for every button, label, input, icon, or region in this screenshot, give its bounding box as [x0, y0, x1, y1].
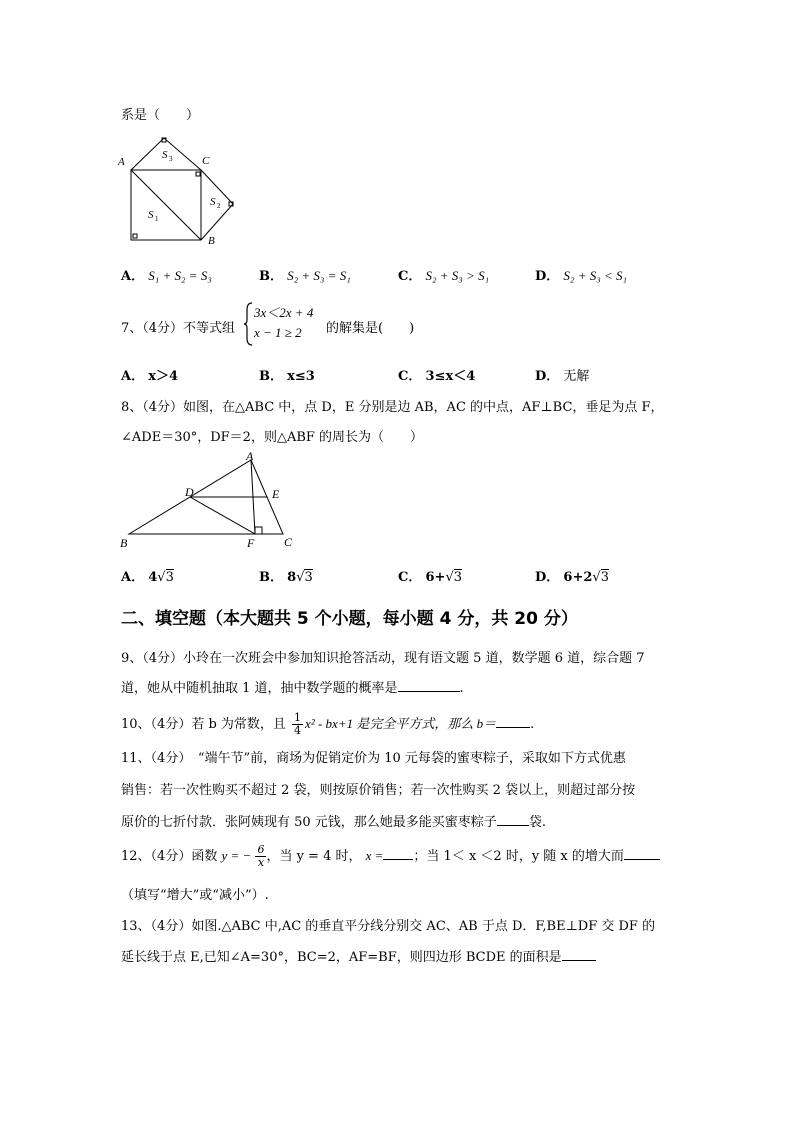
q8-option-b[interactable]: B． 8√3 — [259, 570, 313, 585]
q6-figure — [110, 130, 250, 250]
label-S3: S — [162, 149, 168, 161]
q8-line-1: 8、（4分）如图，在△ABC 中，点 D，E 分别是边 AB，AC 的中点，AF⊥BC，垂足为点 F， — [121, 400, 664, 415]
label-F: F — [247, 536, 255, 550]
q13-line-1: 13、（4分）如图.△ABC 中,AC 的垂直平分线分别交 AC、AB 于点 D．F,BE⊥DF 交 DF 的 — [121, 919, 656, 934]
q8-figure — [115, 450, 305, 550]
q7-option-d[interactable]: D． 无解 — [535, 369, 590, 384]
label-A: A — [118, 156, 125, 168]
q10-line: 10、（4分）若 b 为常数，且 $\frac{1}{4}$ x² - bx+1 是完全平方式，那么 b＝ . — [121, 711, 535, 737]
label-B: B — [120, 536, 128, 550]
q7-ineq-2: x − 1 ≥ 2 — [254, 325, 302, 340]
q7-option-b[interactable]: B． x≤3 — [259, 369, 315, 384]
q6-tail: 系是（ ） — [121, 108, 200, 123]
q12-answer-blank-2[interactable] — [624, 847, 660, 860]
right-angle-mark — [255, 527, 262, 534]
label-S3-sub: 3 — [169, 155, 173, 163]
q12-line-2: （填写“增大”或“减小”）. — [121, 888, 269, 903]
q12-answer-blank-1[interactable] — [383, 847, 413, 860]
q10-answer-blank[interactable] — [496, 715, 530, 728]
label-E: E — [272, 487, 280, 501]
q6-option-c[interactable]: C． S₂ + S₃ > S₁ — [398, 268, 490, 284]
label-S1-sub: 1 — [155, 215, 159, 223]
right-angle-mark — [133, 234, 137, 238]
q11-line-1: 11、（4分） “端午节”前，商场为促销定价为 10 元每袋的蜜枣粽子，采取如下方式优惠 — [121, 751, 626, 766]
q13-answer-blank[interactable] — [562, 948, 596, 961]
q6-option-a[interactable]: A． S₁ + S₂ = S₃ — [121, 268, 212, 284]
q8-option-c[interactable]: C． 6+√3 — [398, 570, 463, 585]
q7-suffix: 的解集是( ) — [326, 321, 415, 336]
q10-fraction: $\frac{1}{4}$ — [294, 711, 302, 737]
q7-option-c[interactable]: C． 3≤x＜4 — [398, 369, 476, 384]
label-S1: S — [148, 209, 154, 221]
q9-answer-blank[interactable] — [398, 679, 460, 692]
q12-line-1: 12、（4分）函数 y = − $\frac{6}{x}$ ，当 y = 4 时， x = ；当 1＜ x ＜2 时，y 随 x 的增大而 — [121, 844, 660, 869]
label-S2: S — [210, 196, 216, 208]
diagonal — [131, 170, 201, 240]
q7-ineq-1: 3x＜2x + 4 — [254, 305, 314, 320]
q8-line-2: ∠ADE＝30°，DF＝2，则△ABF 的周长为（ ） — [121, 430, 424, 445]
q6-option-d[interactable]: D． S₂ + S₃ < S₁ — [535, 268, 628, 284]
label-D: D — [185, 485, 194, 499]
q7-prefix: 7、（4分）不等式组 — [121, 321, 236, 336]
label-A: A — [246, 450, 254, 463]
q11-line-2: 销售：若一次性购买不超过 2 袋，则按原价销售；若一次性购买 2 袋以上，则超过部分按 — [121, 783, 636, 798]
q7-brace — [244, 302, 254, 346]
q11-line-3: 原价的七折付款．张阿姨现有 50 元钱，那么她最多能买蜜枣粽子 袋. — [121, 815, 546, 830]
segment-df — [190, 497, 255, 534]
label-C: C — [284, 535, 293, 549]
q9-line-1: 9、（4分）小玲在一次班会中参加知识抢答活动，现有语文题 5 道，数学题 6 道，综合题 7 — [121, 651, 645, 666]
q8-option-d[interactable]: D． 6+2√3 — [535, 570, 609, 585]
q9-line-2: 道，她从中随机抽取 1 道，抽中数学题的概率是 . — [121, 681, 464, 696]
label-C: C — [202, 155, 210, 167]
q13-line-2: 延长线于点 E,已知∠A=30°，BC=2，AF=BF，则四边形 BCDE 的面积是 — [121, 946, 596, 965]
q6-option-b[interactable]: B． S₂ + S₃ = S₁ — [259, 268, 351, 284]
q12-fraction: $\frac{6}{x}$ — [257, 843, 265, 869]
q7-option-a[interactable]: A． x＞4 — [121, 369, 179, 384]
section-2-title: 二、填空题（本大题共 5 个小题，每小题 4 分，共 20 分） — [121, 609, 578, 629]
label-B: B — [208, 235, 215, 247]
label-S2-sub: 2 — [217, 202, 221, 210]
q11-answer-blank[interactable] — [497, 813, 529, 826]
q8-option-a[interactable]: A． 4√3 — [121, 570, 174, 585]
